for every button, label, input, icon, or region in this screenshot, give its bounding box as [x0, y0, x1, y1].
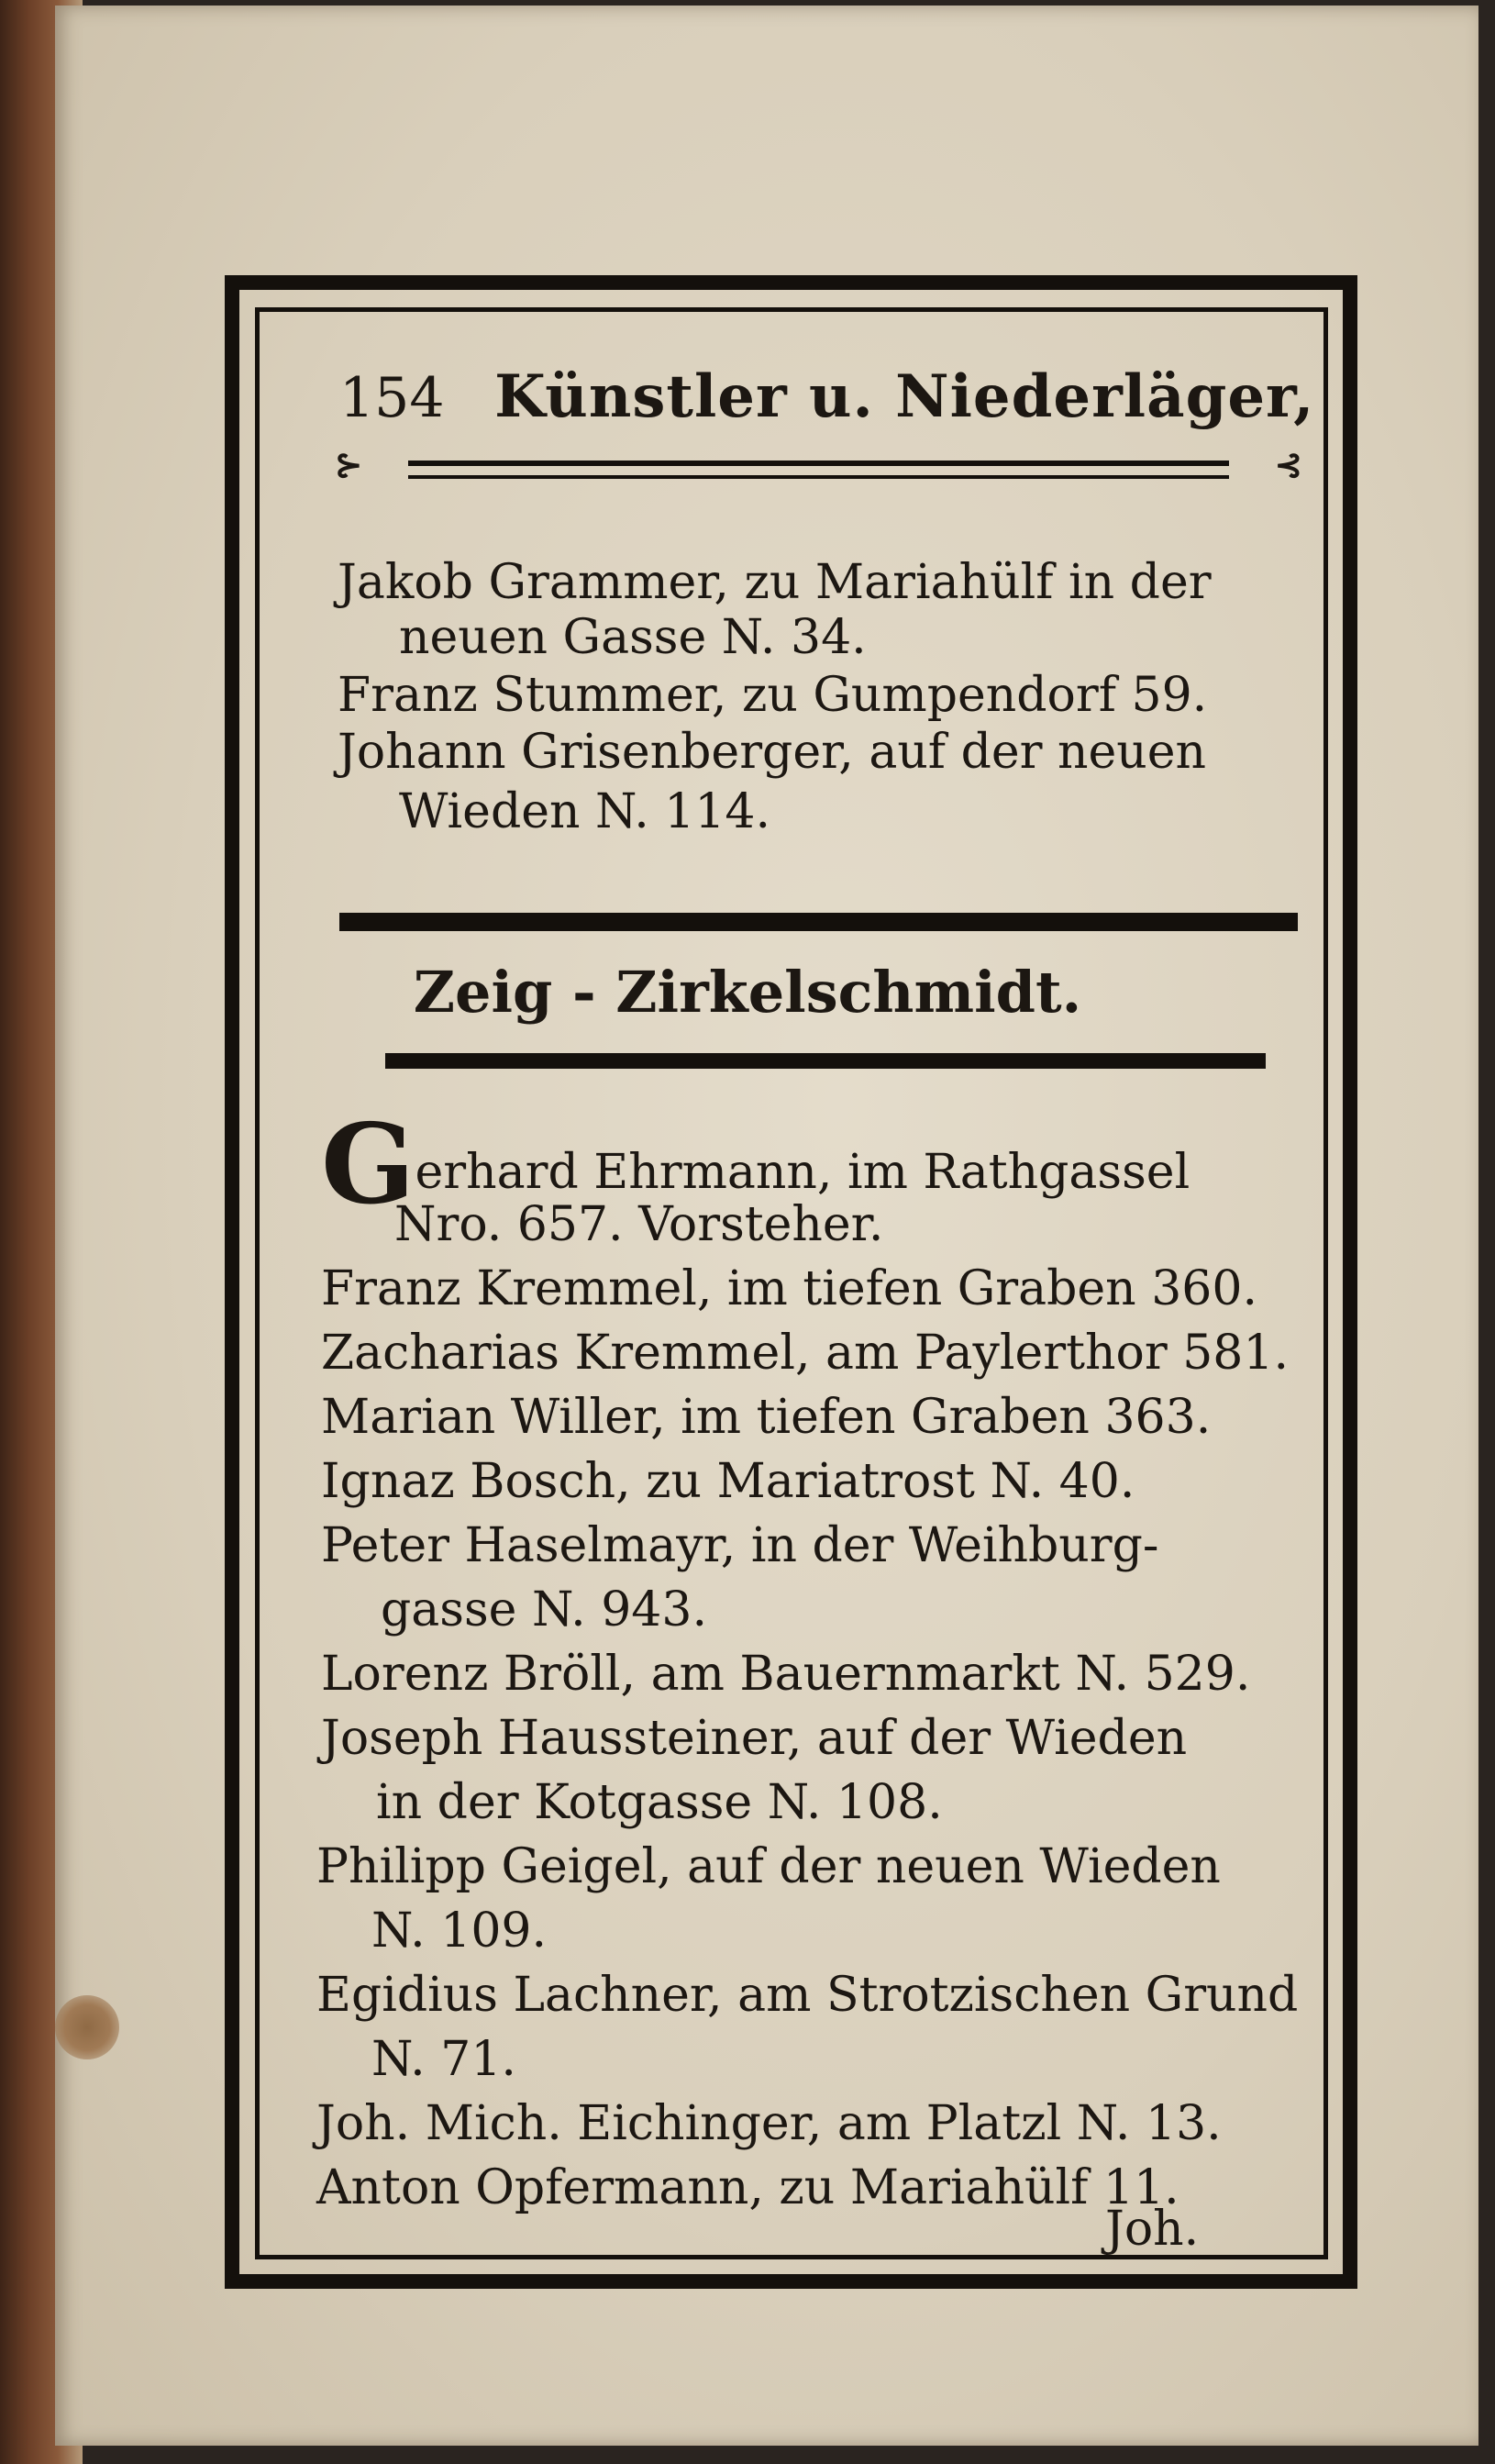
entry-line: Joseph Haussteiner, auf der Wieden	[321, 1711, 1188, 1766]
header-ornament-rule	[335, 446, 1302, 484]
entry-line: Wieden N. 114.	[399, 784, 771, 839]
section-heading: Zeig - Zirkelschmidt.	[413, 959, 1082, 1026]
entry-line: Lorenz Bröll, am Bauernmarkt N. 529.	[321, 1647, 1251, 1702]
entry-line: N. 71.	[371, 2032, 516, 2087]
entry-line: Peter Haselmayr, in der Weihburg-	[321, 1518, 1159, 1573]
entry-line: Franz Stummer, zu Gumpendorf 59.	[338, 668, 1208, 723]
section-rule-bottom	[385, 1053, 1266, 1069]
page-number: 154	[339, 366, 445, 430]
running-title: Künstler u. Niederläger,	[494, 362, 1315, 431]
entry-line: gasse N. 943.	[381, 1582, 707, 1637]
entry-line: Zacharias Kremmel, am Paylerthor 581.	[321, 1326, 1290, 1381]
entry-line: Joh. Mich. Eichinger, am Platzl N. 13.	[316, 2096, 1222, 2151]
entry-line: N. 109.	[371, 1903, 548, 1959]
entry-text: erhard Ehrmann, im Rathgassel	[415, 1145, 1190, 1200]
entry-line: Ignaz Bosch, zu Mariatrost N. 40.	[321, 1454, 1135, 1509]
entry-line: Marian Willer, im tiefen Graben 363.	[321, 1390, 1212, 1445]
running-header	[339, 362, 1314, 431]
ornament-right-icon: ⊰	[1274, 446, 1302, 484]
drop-cap: G	[321, 1100, 415, 1229]
entry-line: Philipp Geigel, auf der neuen Wieden	[316, 1839, 1221, 1894]
entry-line: in der Kotgasse N. 108.	[376, 1775, 943, 1830]
ornament-bar	[408, 461, 1229, 479]
ornament-left-icon: ⊱	[335, 446, 363, 484]
section-rule-top	[339, 913, 1298, 931]
entry-line: Nro. 657. Vorsteher.	[394, 1197, 884, 1252]
paper-stain	[55, 1995, 119, 2059]
catchword: Joh.	[1105, 2202, 1200, 2257]
entry-line: Franz Kremmel, im tiefen Graben 360.	[321, 1261, 1257, 1316]
entry-line: Egidius Lachner, am Strotzischen Grund	[316, 1968, 1299, 2023]
entry-line: Jakob Grammer, zu Mariahülf in der	[338, 555, 1212, 610]
entry-line: Johann Grisenberger, auf der neuen	[338, 725, 1207, 780]
entry-line: Anton Opfermann, zu Mariahülf 11.	[316, 2160, 1179, 2215]
entry-line: neuen Gasse N. 34.	[399, 610, 867, 665]
